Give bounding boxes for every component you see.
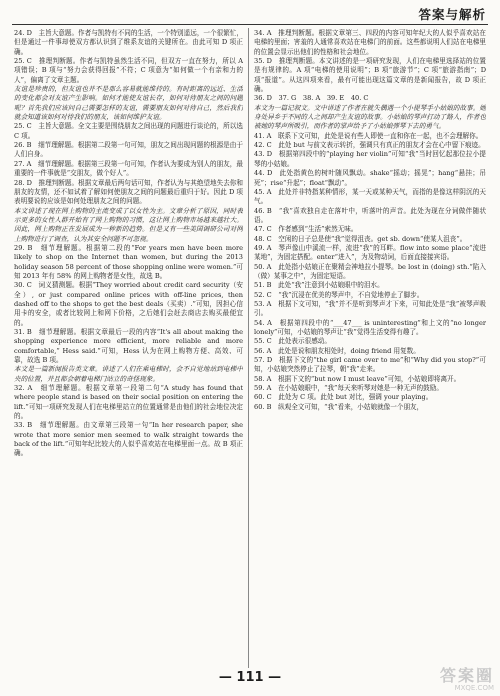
watermark-text: 答案圈 [439,666,494,685]
answer-item: 24. D 主旨大意题。作者与凯特有不同的生活，一个特别遥远，一个很繁忙，但是通过一件事却使双方都认识到了维系友谊的关键所在。由此可知 D 项正确。 [14,29,243,56]
answer-item: 46. B “我”喜欢独自走在落叶中，听落叶的声音。此处为现在分词做伴随状语。 [254,206,486,224]
answer-item: 48. C 空闲的日子总是使“我”觉得沮丧。get sb. down“使某人沮丧”。 [254,234,467,243]
answer-item: 47. C 作者感到“生活”索然无味。 [254,225,358,234]
answer-item: 35. D 推理判断题。本文讲述的是一项研究发现，人们在电梯里选择站的位置是有规律的。A 项“电梯的使用说明”；B 项“旅游节”；C 项“旅游指南”；D 项“报道”。从这四项来看，最有可能出现这篇文章的是新闻报告，故 D 项正确。 [254,57,486,94]
answer-item: 53. A 根据下文可知，“我”并不是听到琴声才下来，可知此处是“我”被琴声吸引。 [254,299,486,318]
answer-item: 30. C 词义猜测题。根据“They worried about credit card security（安全）, or just compared online prices with off-line prices, then dashed off to the shops to get the best deals（买卖）.”可知，因担心信用卡的安全，或者比较网上和网下价格，之后她们会赶去商店去购买最便宜的。 [14,281,243,327]
column-divider [248,28,249,668]
passage-summary: 友谊是珍贵的，但友谊也并不是那么容易就能维持的。有时距离的远近、生活的变化都会对友谊产生影响。如何才能使友谊长存，如何对待朋友之间的问题呢？首先我们应该问自己需要怎样的友谊，需要朋友如何对待自己，然后我们就会知道该如何对待我们的朋友，该如何维护友谊。 [14,85,243,122]
watermark-url: MXQE.COM [454,684,494,692]
answer-item: 55. C 此处表示很感动。 [254,337,331,346]
answer-item: 58. A 根据下文的“but now I must leave”可知，小姑娘即将离开。 [254,374,461,383]
watermark-logo [440,667,494,692]
answer-item: 51. B 此处“我”注意到小姑娘眼中的泪水。 [254,281,384,290]
passage-summary: 本文为一篇记叙文。文中讲述了作者在就失偶遇一个小提琴手小姑娘的故事。她身处异乡于不同的人之间却产生友谊的故事。小姑娘的琴声打动了路人，作者也被她的琴声所吸引，而作者的掌声给予了小姑娘弹琴下去的勇气。 [254,103,486,131]
answer-item: 29. B 细节理解题。根据第二段的“For years men have been more likely to shop on the Internet than women, but during the 2013 holiday season 58 percent of those shopping online were women.”可知 2013 年有 58% 的网上购物者是女性，故选 B。 [14,243,243,280]
right-column [254,29,486,665]
answer-item: 25. C 推理判断题。作者与凯特虽然生活不同，但双方一直在努力，所以 A 项错误；B 项与“努力会获得回报”不符；C 项意为“如何做一个有亲和力的人”，偏离了文章主题。 [14,57,243,84]
answer-item: 49. A 琴声像山中溪流一样，流进“我”的耳畔。flow into some place“流进某地”，为固定搭配。enter“进入”，为及物动词，后面直接接宾语。 [254,243,486,262]
answer-item: 52. C “我”沉浸在优美的琴声中，不自觉地停止了脚步。 [254,290,424,299]
answer-item: 43. D 根据第四段中的“playing her violin”可知“我”当时回忆起那位拉小提琴的小姑娘。 [254,150,486,168]
answer-item: 26. B 细节理解题。根据第二段第一句可知，朋友之间出现问题的根源是由于人们自身。 [14,141,243,159]
answer-item: 60. B 纵观全文可知，“我”看来，小姑娘就像一个朋友， [254,402,424,411]
answer-item: 31. B 细节理解题。根据文章最后一段的内容“It's all about making the shopping experience more efficient, more reliable and more comfortable,” Hess said.”可知，Hess 认为在网上购物方便、高效、可靠，故选 B 项。 [14,328,243,365]
answer-item: 28. D 推理判断题。根据文章最后两句话可知，作者认为与其绝望地失去你和朋友的友情，还不如试着了解如何使朋友之间的问题最后重归于好。因此 D 项表明要说的应该是如何处理朋友之间的问题。 [14,178,243,206]
page-header [12,4,488,25]
answer-item: 25. C 主旨大意题。全文主要是围绕朋友之间出现的问题进行谈论的，所以选 C 项。 [14,122,243,140]
answer-item: 34. A 推理判断题。根据文章第三、四段的内容可知年纪大的人似乎喜欢站在电梯的里面；害羞的人通常喜欢站在电梯门的前面。这些都说明人们站在电梯里的位置会显示出他们的性格和社会地位。 [254,29,486,56]
page-number: — 111 — [218,670,282,685]
answer-item: 42. C 此处 but 与前文表示转折，强调只有真正的朋友才会在心中留下痕迹。 [254,141,485,150]
answer-item: 59. A 在小姑娘眼中，“我”每天来听琴对她是一种无声的鼓励。 [254,384,443,393]
answer-item: 60. C 此处为 C 项。此处 but 对比，强调 your playing。 [254,393,433,402]
answer-item: 33. B 细节理解题。由文章第三段第一句“In her research paper, she wrote that more senior men seemed to walk straight towards the back of the lift.”可知年纪比较大的人似乎喜欢站在电梯里面一点。故 B 项正确。 [14,421,243,458]
answer-item: 44. D 此处指黄色的树叶随风飘动。shake“摇动；摇晃”；hang“悬挂；吊死”；rise“升起”；float“飘动”。 [254,169,486,187]
answer-item: 57. D 根据下文的“the girl came over to me”和“Why did you stop?”可知，小姑娘突然停止了拉琴，朝“我”走来。 [254,356,486,374]
answer-item: 32. A 细节理解题。根据文章第一段第二句“A study has found that where people stand is based on their social position on entering the lift.”可知一项研究发现人们在电梯里站立的位置通常是由他们的社会地位决定的。 [14,384,243,421]
answer-item: 27. A 细节理解题。根据第三段第一句可知，作者认为要成为别人的朋友，最重要的一件事就是“交朋友，做个好人”。 [14,159,243,178]
answer-item: 41. A 联系下文可知，此处是说有些人即使一直和你在一起，也不会理解你。 [254,131,483,140]
answer-item: 56. A 此处是说和朋友相处时，doing friend 用复数。 [254,346,420,355]
answer-item: 54. A 根据第四段中的“___47___ is uninteresting”和上文的“no longer lonely”可知，小姑娘的琴声让“我”觉得生活变得有趣了。 [254,318,486,336]
passage-summary: 本文是一篇新闻报告类文章。讲述了人们在乘电梯时，会不自觉地站到电梯中央的位置，并且都会朝着电梯门站立的奇怪现象。 [14,365,243,383]
passage-summary: 本文讲述了现在网上购物的主流变成了以女性为主。文章分析了原因，同时表示更多的女性人群开始有了网上购物的习惯，这让网上购物市场越来越壮大。因此，网上购物正在发展成为一种新的趋势。但是又有一些美国调研公司对网上购物进行了调查，认为其安全问题不可忽视。 [14,206,243,243]
answer-item: 50. A 此处指小姑娘正在聚精会神地拉小提琴。be lost in (doing) sth.“陷入（做）某事之中”，为固定短语。 [254,262,486,280]
answer-item: 45. A 此处并非特指某种情形，某一天或某种天气，而指的是像这样阴沉的天气。 [254,187,486,206]
left-column [14,29,243,665]
answer-item: 36. D 37. G 38. A 39. E 40. C [254,94,369,103]
header-title: 答案与解析 [418,7,486,22]
